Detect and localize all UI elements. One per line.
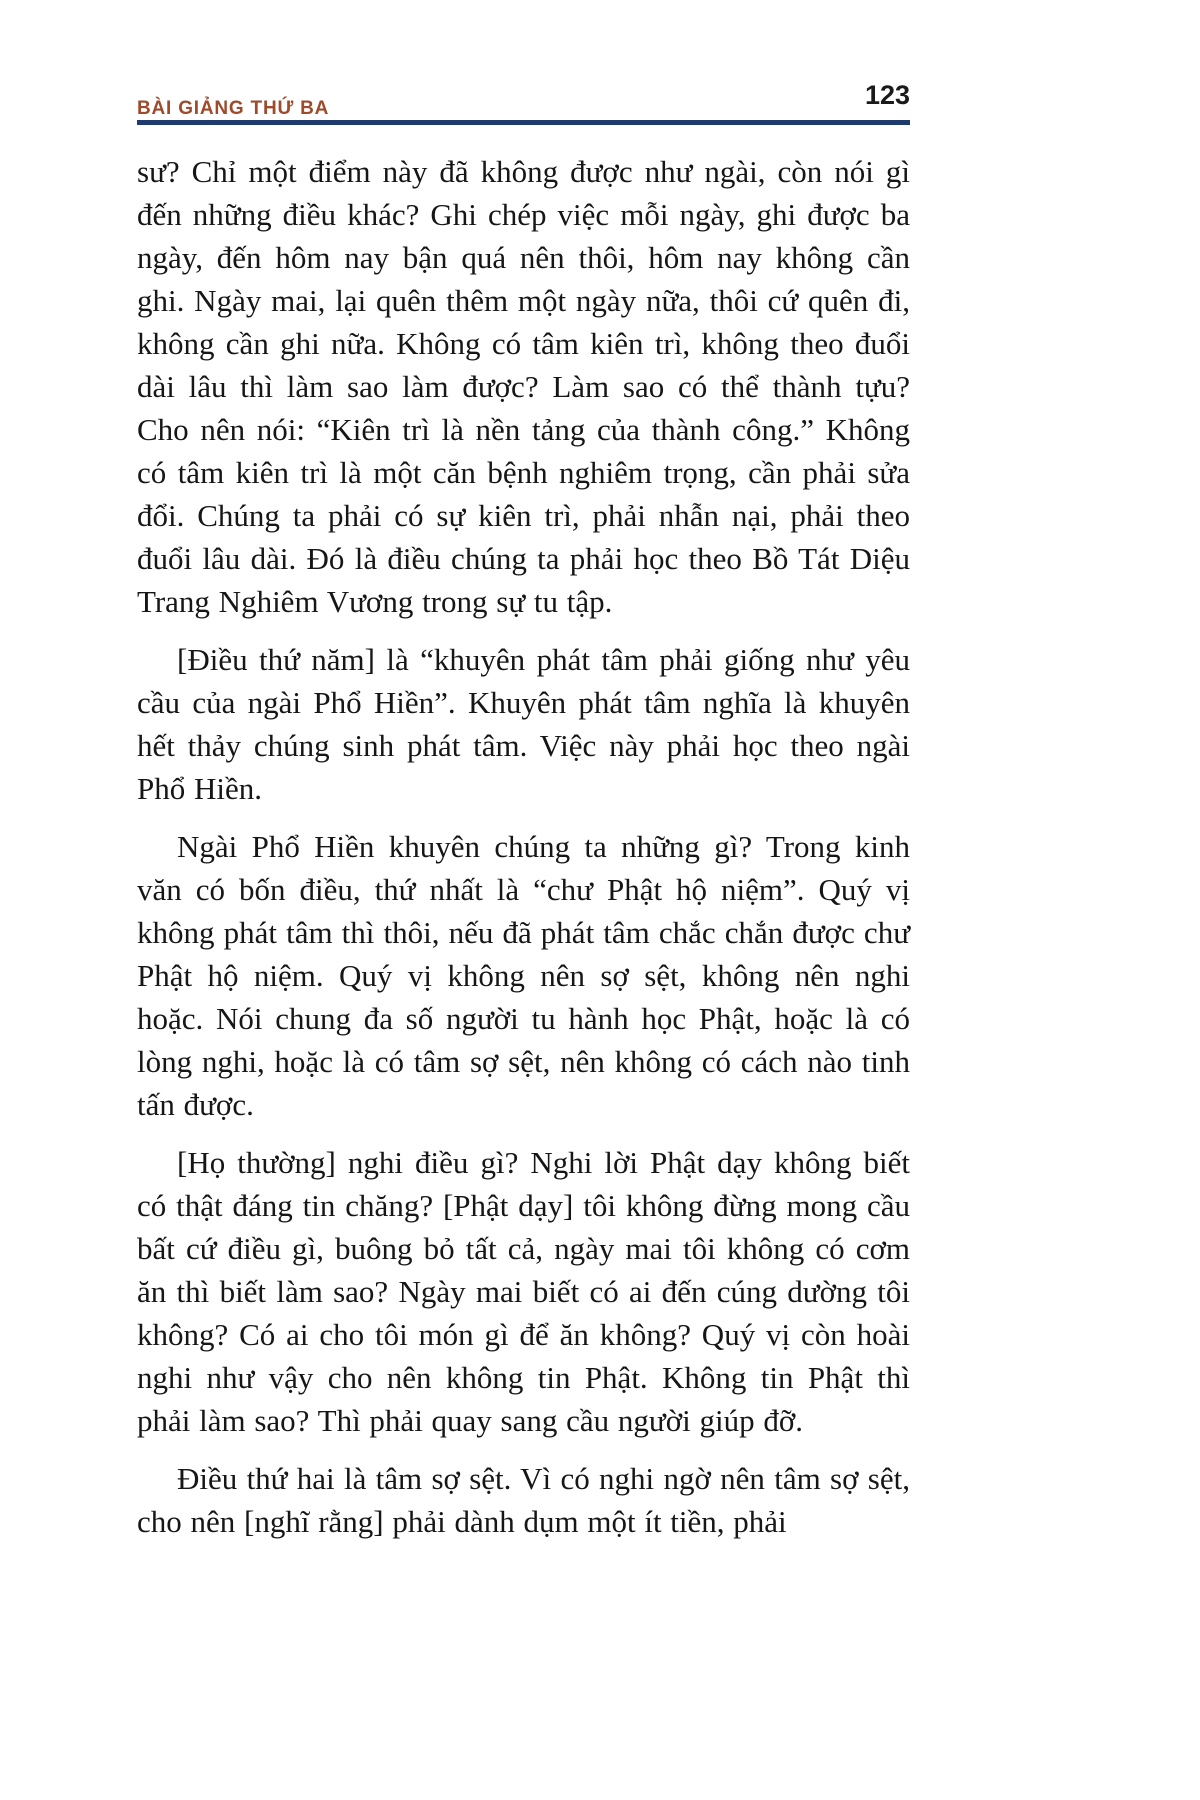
running-head-title: BÀI GIẢNG THỨ BA [137,98,330,119]
body-paragraph: sư? Chỉ một điểm này đã không được như ngài, còn nói gì đến những điều khác? Ghi chép việc mỗi ngày, ghi được ba ngày, đến hôm nay bận quá nên thôi, hôm nay không cần ghi. Ngày mai, lại quên thêm một ngày nữa, thôi cứ quên đi, không cần ghi nữa. Không có tâm kiên trì, không theo đuổi dài lâu thì làm sao làm được? Làm sao có thể thành tựu? Cho nên nói: “Kiên trì là nền tảng của thành công.” Không có tâm kiên trì là một căn bệnh nghiêm trọng, cần phải sửa đổi. Chúng ta phải có sự kiên trì, phải nhẫn nại, phải theo đuổi lâu dài. Đó là điều chúng ta phải học theo Bồ Tát Diệu Trang Nghiêm Vương trong sự tu tập. [137,154,910,619]
body-paragraph: [Họ thường] nghi điều gì? Nghi lời Phật dạy không biết có thật đáng tin chăng? [Phật dạy] tôi không đừng mong cầu bất cứ điều gì, buông bỏ tất cả, ngày mai tôi không có cơm ăn thì biết làm sao? Ngày mai biết có ai đến cúng dường tôi không? Có ai cho tôi món gì để ăn không? Quý vị còn hoài nghi như vậy cho nên không tin Phật. Không tin Phật thì phải làm sao? Thì phải quay sang cầu người giúp đỡ. [137,1145,910,1438]
body-text [137,150,910,1558]
page-number: 123 [864,80,910,110]
header-rule [137,120,910,125]
body-paragraph: [Điều thứ năm] là “khuyên phát tâm phải giống như yêu cầu của ngài Phổ Hiền”. Khuyên phát tâm nghĩa là khuyên hết thảy chúng sinh phát tâm. Việc này phải học theo ngài Phổ Hiền. [137,642,910,806]
body-paragraph: Điều thứ hai là tâm sợ sệt. Vì có nghi ngờ nên tâm sợ sệt, cho nên [nghĩ rằng] phải dành dụm một ít tiền, phải [137,1461,910,1539]
running-head [137,80,910,119]
body-paragraph: Ngài Phổ Hiền khuyên chúng ta những gì? Trong kinh văn có bốn điều, thứ nhất là “chư Phật hộ niệm”. Quý vị không phát tâm thì thôi, nếu đã phát tâm chắc chắn được chư Phật hộ niệm. Quý vị không nên sợ sệt, không nên nghi hoặc. Nói chung đa số người tu hành học Phật, hoặc là có lòng nghi, hoặc là có tâm sợ sệt, nên không có cách nào tinh tấn được. [137,829,910,1122]
